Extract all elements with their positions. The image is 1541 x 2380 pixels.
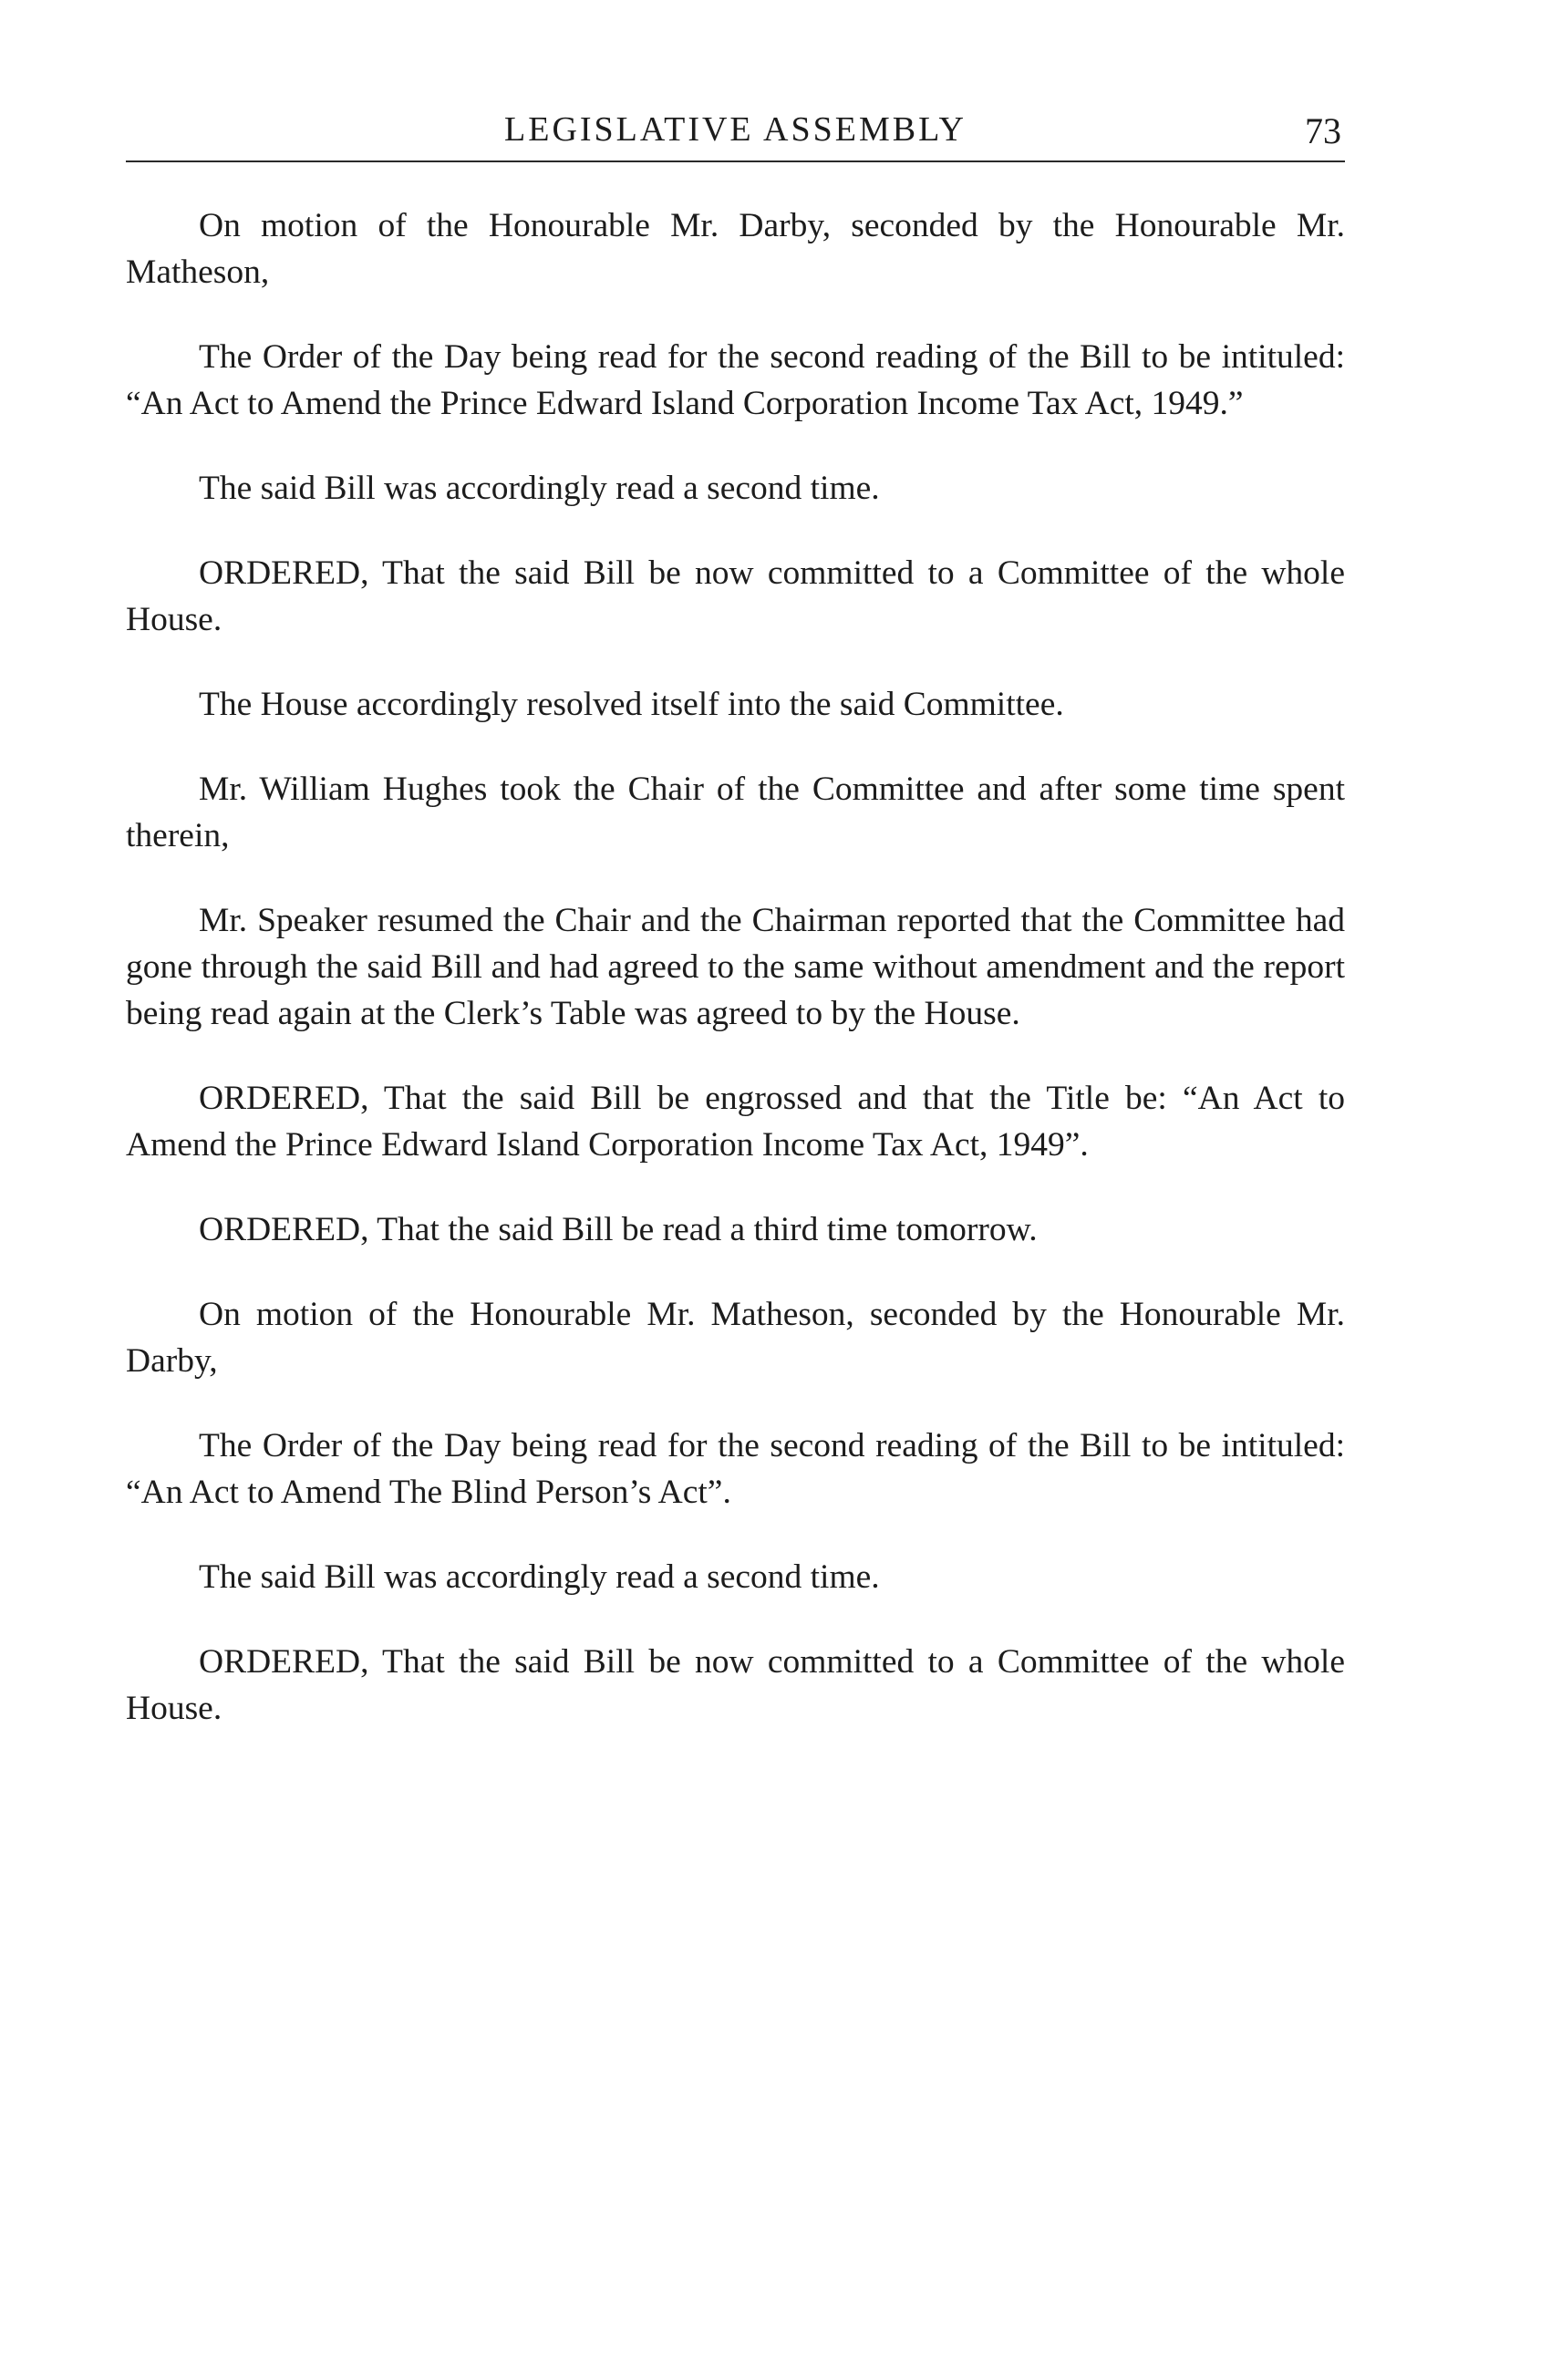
- ordered-engrossed-paragraph: ORDERED, That the said Bill be engrossed and that the Title be: “An Act to Amend the Prince Edward Island Corporation Income Tax Act, 1949”.: [126, 1080, 1345, 1164]
- page-number: 73: [1305, 110, 1341, 151]
- second-reading-paragraph: The said Bill was accordingly read a second time.: [199, 470, 880, 507]
- motion-paragraph: On motion of the Honourable Mr. Matheson, seconded by the Honourable Mr. Darby,: [126, 1296, 1345, 1380]
- ordered-third-reading-paragraph: ORDERED, That the said Bill be read a third time tomorrow.: [199, 1211, 1038, 1248]
- chair-taken-paragraph: Mr. William Hughes took the Chair of the Committee and after some time spent therein,: [126, 771, 1345, 854]
- running-head: LEGISLATIVE ASSEMBLY: [504, 110, 967, 149]
- committee-report-paragraph: Mr. Speaker resumed the Chair and the Chairman reported that the Committee had gone through the said Bill and had agreed to the same without amendment and the report being read again at the Clerk’s Table was agreed to by the House.: [126, 902, 1345, 1032]
- page-header: [126, 108, 1345, 162]
- ordered-committee-paragraph: ORDERED, That the said Bill be now committed to a Committee of the whole House.: [126, 1643, 1345, 1727]
- order-of-day-paragraph: The Order of the Day being read for the second reading of the Bill to be intituled: “An Act to Amend The Blind Person’s Act”.: [126, 1427, 1345, 1511]
- house-resolved-paragraph: The House accordingly resolved itself into the said Committee.: [199, 686, 1064, 723]
- order-of-day-paragraph: The Order of the Day being read for the second reading of the Bill to be intituled: “An Act to Amend the Prince Edward Island Corporation Income Tax Act, 1949.”: [126, 338, 1345, 422]
- journal-entries: [126, 202, 1345, 1770]
- second-reading-paragraph: The said Bill was accordingly read a second time.: [199, 1558, 880, 1596]
- ordered-committee-paragraph: ORDERED, That the said Bill be now committed to a Committee of the whole House.: [126, 554, 1345, 638]
- motion-paragraph: On motion of the Honourable Mr. Darby, seconded by the Honourable Mr. Matheson,: [126, 207, 1345, 291]
- header-rule: [126, 160, 1345, 162]
